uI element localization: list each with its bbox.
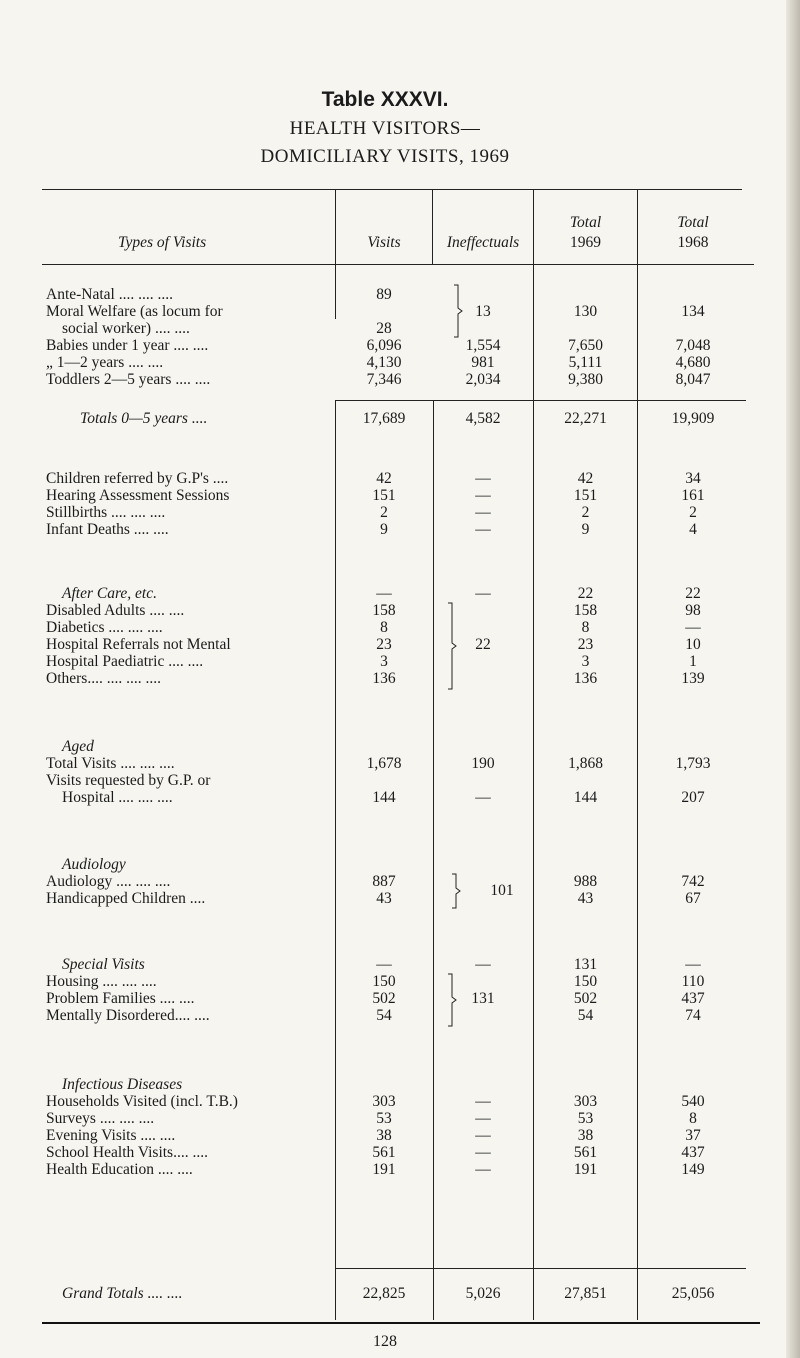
col-divider-2a	[432, 189, 433, 265]
header-ineffectuals: Ineffectuals	[446, 234, 520, 251]
cell-ineffectuals: —	[475, 789, 491, 806]
cell-visits: 6,096	[366, 337, 402, 354]
row-label: Surveys .... .... ....	[46, 1110, 155, 1127]
cell-ineffectuals: 5,026	[465, 1285, 501, 1302]
row-label: Total Visits .... .... ....	[46, 755, 175, 772]
row-label: Diabetics .... .... ....	[46, 619, 163, 636]
cell-visits: 22,825	[362, 1285, 406, 1302]
row-label: „ 1—2 years .... ....	[46, 354, 164, 371]
cell-total-1968: 149	[681, 1161, 705, 1178]
brace-icon	[452, 284, 466, 338]
cell-visits: 144	[372, 789, 396, 806]
cell-visits: 151	[372, 487, 396, 504]
cell-total-1968: 8	[689, 1110, 697, 1127]
cell-ineffectuals: —	[475, 1093, 491, 1110]
cell-total-1968: 742	[681, 873, 705, 890]
cell-total-1968: 25,056	[671, 1285, 715, 1302]
brace-icon	[450, 873, 464, 909]
row-label: Infant Deaths .... ....	[46, 521, 169, 538]
header-year-1969: 1969	[570, 234, 601, 251]
cell-visits: 42	[376, 470, 392, 487]
cell-total-1969: 8	[581, 619, 590, 636]
cell-visits: 89	[376, 286, 392, 303]
cell-total-1969: 3	[581, 653, 590, 670]
cell-ineffectuals: 1,554	[465, 337, 501, 354]
brace-icon	[446, 602, 460, 690]
row-label: Housing .... .... ....	[46, 973, 157, 990]
cell-visits: 38	[376, 1127, 392, 1144]
cell-total-1969: 53	[577, 1110, 594, 1127]
cell-ineffectuals: 13	[475, 303, 491, 320]
title-line-2: DOMICILIARY VISITS, 1969	[260, 146, 510, 167]
cell-visits: 17,689	[362, 410, 406, 427]
section-label: Special Visits	[62, 956, 145, 973]
cell-total-1968: 139	[681, 670, 705, 687]
cell-visits: 887	[372, 873, 396, 890]
cell-total-1968: 437	[681, 990, 705, 1007]
cell-total-1969: 144	[573, 789, 598, 806]
section-label: Infectious Diseases	[62, 1076, 183, 1093]
row-label-grand-totals: Grand Totals .... ....	[62, 1285, 183, 1302]
cell-total-1969: 988	[573, 873, 598, 890]
cell-visits: 561	[372, 1144, 396, 1161]
cell-total-1969: 2	[581, 504, 590, 521]
table-label: Table XXXVI.	[321, 88, 449, 111]
cell-total-1969: 561	[573, 1144, 598, 1161]
row-label: Hearing Assessment Sessions	[46, 487, 230, 504]
cell-ineffectuals: —	[475, 1144, 491, 1161]
row-label: Visits requested by G.P. or	[46, 772, 211, 789]
row-label-cont: Hospital .... .... ....	[62, 789, 173, 806]
cell-total-1969: 42	[577, 470, 594, 487]
cell-total-1968: 10	[685, 636, 701, 653]
cell-ineffectuals: 131	[471, 990, 495, 1007]
title-line-1: HEALTH VISITORS—	[289, 118, 481, 139]
page-number: 128	[373, 1333, 397, 1350]
cell-ineffectuals: —	[475, 521, 491, 538]
row-label: Children referred by G.P's ....	[46, 470, 229, 487]
cell-ineffectuals: 2,034	[465, 371, 501, 388]
row-label: School Health Visits.... ....	[46, 1144, 208, 1161]
table-bottom-rule	[42, 1322, 760, 1324]
cell-visits: 54	[376, 1007, 392, 1024]
cell-total-1969: 23	[577, 636, 594, 653]
grand-totals-rule	[336, 1268, 746, 1269]
cell-visits: 43	[376, 890, 392, 907]
cell-ineffectuals: —	[475, 1161, 491, 1178]
cell-total-1969: 1,868	[568, 755, 603, 772]
cell-visits: 136	[372, 670, 396, 687]
row-label: Evening Visits .... ....	[46, 1127, 176, 1144]
cell-visits: 3	[380, 653, 388, 670]
section-label: Aged	[62, 738, 94, 755]
row-label-cont: social worker) .... ....	[62, 320, 190, 337]
cell-total-1969: 22	[577, 585, 594, 602]
cell-visits: 1,678	[366, 755, 402, 772]
cell-total-1968: 540	[681, 1093, 705, 1110]
cell-total-1968: 74	[685, 1007, 701, 1024]
cell-visits: 53	[376, 1110, 392, 1127]
cell-ineffectuals: 22	[475, 636, 491, 653]
row-label: Ante-Natal .... .... ....	[46, 286, 173, 303]
cell-total-1969: 158	[573, 602, 598, 619]
row-label: Health Education .... ....	[46, 1161, 193, 1178]
cell-visits: 2	[380, 504, 388, 521]
page-edge-shadow	[786, 0, 800, 1358]
cell-total-1968: —	[685, 956, 701, 973]
cell-visits: 150	[372, 973, 396, 990]
cell-total-1969: 43	[577, 890, 594, 907]
cell-ineffectuals: —	[475, 470, 491, 487]
row-label: Problem Families .... ....	[46, 990, 195, 1007]
cell-ineffectuals: —	[475, 504, 491, 521]
row-label: Babies under 1 year .... ....	[46, 337, 209, 354]
cell-visits: 9	[380, 521, 388, 538]
header-bottom-rule	[42, 264, 754, 265]
cell-total-1969: 22,271	[564, 410, 607, 427]
cell-total-1968: 1,793	[675, 755, 711, 772]
cell-total-1968: 134	[681, 303, 705, 320]
cell-visits: 303	[372, 1093, 396, 1110]
cell-total-1968: 98	[685, 602, 701, 619]
totals-rule	[336, 400, 746, 401]
row-label: Others.... .... .... ....	[46, 670, 161, 687]
cell-total-1968: 8,047	[675, 371, 711, 388]
cell-total-1968: 37	[685, 1127, 701, 1144]
cell-total-1969: 130	[573, 303, 598, 320]
cell-total-1968: 34	[685, 470, 701, 487]
section-label: After Care, etc.	[62, 585, 157, 602]
cell-total-1968: 2	[689, 504, 697, 521]
cell-total-1968: 4,680	[675, 354, 711, 371]
header-visits: Visits	[367, 234, 401, 251]
cell-visits: 8	[380, 619, 388, 636]
cell-ineffectuals: —	[475, 585, 491, 602]
cell-ineffectuals: —	[475, 956, 491, 973]
cell-total-1969: 191	[573, 1161, 598, 1178]
cell-ineffectuals: —	[475, 487, 491, 504]
cell-visits: 28	[376, 320, 392, 337]
cell-total-1969: 131	[573, 956, 598, 973]
cell-total-1968: 161	[681, 487, 705, 504]
cell-total-1968: 19,909	[671, 410, 715, 427]
cell-total-1969: 5,111	[568, 354, 603, 371]
cell-total-1968: 67	[685, 890, 701, 907]
cell-total-1969: 136	[573, 670, 598, 687]
cell-total-1969: 502	[573, 990, 598, 1007]
cell-total-1968: 437	[681, 1144, 705, 1161]
header-types: Types of Visits	[118, 234, 207, 251]
cell-total-1968: 7,048	[675, 337, 711, 354]
cell-ineffectuals: 981	[471, 354, 495, 371]
cell-visits: —	[376, 585, 392, 602]
cell-total-1968: 110	[681, 973, 705, 990]
row-label: Hospital Referrals not Mental	[46, 636, 231, 653]
cell-total-1968: 22	[685, 585, 701, 602]
brace-icon	[446, 973, 460, 1027]
header-total-1968: Total	[677, 214, 709, 231]
cell-total-1969: 9,380	[568, 371, 603, 388]
cell-visits: 4,130	[366, 354, 402, 371]
cell-total-1968: —	[685, 619, 701, 636]
cell-visits: 23	[376, 636, 392, 653]
cell-ineffectuals: 190	[471, 755, 495, 772]
header-year-1968: 1968	[677, 234, 709, 251]
row-label: Handicapped Children ....	[46, 890, 206, 907]
cell-total-1968: 4	[689, 521, 697, 538]
cell-ineffectuals: 101	[490, 882, 514, 899]
row-label: Mentally Disordered.... ....	[46, 1007, 210, 1024]
cell-total-1969: 54	[577, 1007, 594, 1024]
cell-total-1969: 9	[581, 521, 590, 538]
cell-total-1968: 1	[689, 653, 697, 670]
row-label: Disabled Adults .... ....	[46, 602, 185, 619]
cell-visits: 191	[372, 1161, 396, 1178]
row-label: Moral Welfare (as locum for	[46, 303, 223, 320]
cell-total-1969: 38	[577, 1127, 594, 1144]
cell-total-1969: 7,650	[568, 337, 603, 354]
row-label: Households Visited (incl. T.B.)	[46, 1093, 238, 1110]
cell-total-1969: 151	[573, 487, 598, 504]
header-total-1969: Total	[569, 214, 602, 231]
cell-visits: 7,346	[366, 371, 402, 388]
cell-ineffectuals: 4,582	[465, 410, 501, 427]
cell-total-1969: 27,851	[564, 1285, 607, 1302]
row-label: Hospital Paediatric .... ....	[46, 653, 204, 670]
row-label: Stillbirths .... .... ....	[46, 504, 166, 521]
cell-total-1969: 303	[573, 1093, 598, 1110]
cell-total-1969: 150	[573, 973, 598, 990]
cell-total-1968: 207	[681, 789, 705, 806]
cell-visits: —	[376, 956, 392, 973]
cell-ineffectuals: —	[475, 1110, 491, 1127]
cell-visits: 158	[372, 602, 396, 619]
row-label: Audiology .... .... ....	[46, 873, 171, 890]
cell-ineffectuals: —	[475, 1127, 491, 1144]
row-label: Toddlers 2—5 years .... ....	[46, 371, 211, 388]
cell-visits: 502	[372, 990, 396, 1007]
row-label-totals: Totals 0—5 years ....	[80, 410, 208, 427]
section-label: Audiology	[62, 856, 126, 873]
